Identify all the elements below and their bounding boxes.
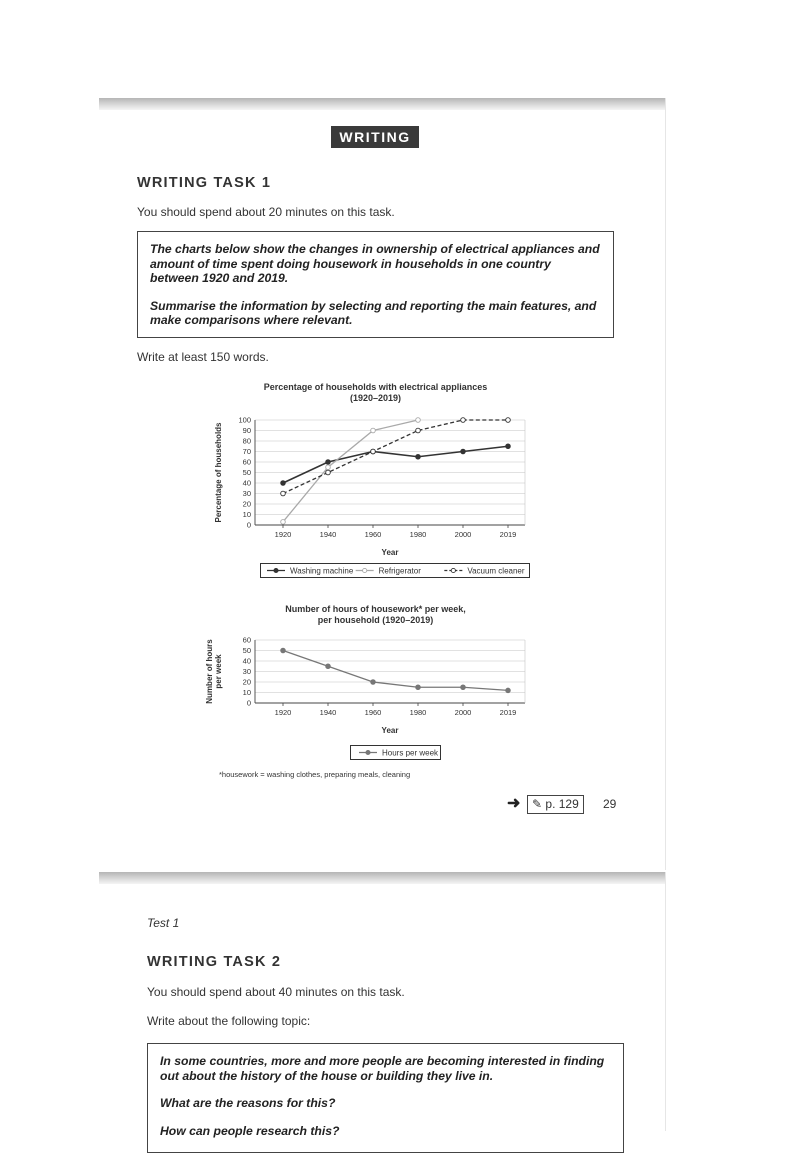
chart1-plot (209, 408, 549, 558)
chart1-series-vacuum-cleaner-point (506, 418, 511, 423)
chart1-series-refrigerator-point (326, 465, 331, 470)
chart2-y-tick-label: 60 (242, 635, 251, 645)
chart1-y-tick-label: 10 (242, 510, 251, 520)
chart2-y-axis-title-line2: per week (214, 654, 223, 689)
chart1-y-tick-label: 100 (238, 415, 251, 425)
chart2-title (229, 604, 522, 626)
chart1-y-tick-label: 70 (242, 447, 251, 457)
chart1-series-vacuum-cleaner-point (281, 491, 286, 496)
task2-time-instruction: You should spend about 40 minutes on this task. (147, 985, 405, 999)
chart1-y-tick-label: 40 (242, 478, 251, 488)
chart2-x-axis-title: Year (381, 726, 399, 735)
chart1-x-tick-label: 1920 (274, 530, 292, 539)
chart2-legend (350, 745, 441, 760)
chart1-series-washing-machine-point (416, 454, 421, 459)
chart1-x-tick-label: 2019 (499, 530, 517, 539)
chart2-x-tick-label: 1960 (364, 708, 382, 717)
page-reference-label: p. 129 (545, 797, 579, 811)
chart2-y-tick-label: 50 (242, 646, 251, 656)
task1-word-count: Write at least 150 words. (137, 350, 269, 364)
chart1-series-refrigerator-line (283, 420, 418, 522)
page-one (99, 98, 666, 870)
chart2-x-tick-label: 1920 (274, 708, 292, 717)
task1-time-instruction: You should spend about 20 minutes on this task. (137, 205, 395, 219)
chart1-series-vacuum-cleaner-point (461, 418, 466, 423)
task2-prompt-box (147, 1043, 624, 1153)
chart2-legend-hours-per-week-swatch-marker (366, 750, 370, 754)
chart1-y-axis-title: Percentage of households (214, 422, 223, 523)
chart1-y-tick-label: 0 (246, 520, 251, 530)
task2-prompt-para2: What are the reasons for this? (160, 1096, 336, 1110)
task2-topic-intro: Write about the following topic: (147, 1014, 311, 1028)
task2-prompt-para1: In some countries, more and more people are becoming interested in finding out about the history of the house or building they live in. (160, 1054, 605, 1083)
chart1-x-tick-label: 1960 (364, 530, 382, 539)
chart2-legend-hours-per-week-label: Hours per week (382, 748, 439, 758)
chart2-title-line2: per household (1920–2019) (317, 615, 434, 625)
chart2-x-tick-label: 1980 (409, 708, 427, 717)
chart2-series-hours-per-week-point (461, 685, 466, 690)
chart2-y-tick-label: 20 (242, 677, 251, 687)
chart1-series-refrigerator-point (416, 418, 421, 423)
chart2-plot (205, 634, 549, 742)
chart1-legend-washing-machine-label: Washing machine (290, 566, 354, 576)
chart1-legend (260, 563, 530, 578)
chart1-series-washing-machine-point (506, 444, 511, 449)
chart1-series-refrigerator-point (281, 520, 286, 525)
page-number: 29 (603, 797, 617, 811)
chart2-series-hours-per-week-point (281, 648, 286, 653)
chart2-series-hours-per-week-point (326, 664, 331, 669)
page-reference-link[interactable] (527, 795, 584, 814)
page-top-shadow (99, 872, 665, 884)
test-label: Test 1 (147, 916, 180, 930)
chart1-y-tick-label: 50 (242, 468, 251, 478)
chart2-x-tick-label: 2000 (454, 708, 472, 717)
chart1-legend-vacuum-cleaner-label: Vacuum cleaner (467, 566, 525, 576)
chart2-x-tick-label: 2019 (499, 708, 517, 717)
chart1-y-tick-label: 20 (242, 499, 251, 509)
page-two (99, 872, 666, 1138)
arrow-right-icon: ➜ (507, 795, 521, 812)
chart2-y-tick-label: 0 (246, 698, 251, 708)
chart2-series-hours-per-week-line (283, 651, 508, 691)
chart2-title-line1: Number of hours of housework* per week, (285, 604, 466, 614)
chart2-y-tick-label: 30 (242, 667, 251, 677)
chart1-series-vacuum-cleaner-point (416, 428, 421, 433)
chart1-x-tick-label: 2000 (454, 530, 472, 539)
chart2-x-tick-label: 1940 (319, 708, 337, 717)
task1-prompt-box (137, 231, 614, 338)
chart1-y-tick-label: 90 (242, 426, 251, 436)
chart1-x-axis-title: Year (381, 548, 399, 557)
chart1-x-tick-label: 1980 (409, 530, 427, 539)
chart1-legend-washing-machine-swatch-marker (274, 568, 278, 572)
chart1-x-tick-label: 1940 (319, 530, 337, 539)
chart2-footnote: *housework = washing clothes, preparing meals, cleaning (219, 770, 411, 779)
section-badge: WRITING (331, 126, 419, 148)
chart1-y-tick-label: 80 (242, 436, 251, 446)
chart2-series-hours-per-week-point (371, 680, 376, 685)
chart2-series-hours-per-week-point (506, 688, 511, 693)
chart1-series-washing-machine-point (281, 481, 286, 486)
chart2-y-tick-label: 10 (242, 688, 251, 698)
task2-prompt-para3: How can people research this? (160, 1123, 340, 1138)
chart1-series-vacuum-cleaner-line (283, 420, 508, 494)
chart1-legend-vacuum-cleaner-swatch-marker (451, 568, 455, 572)
chart1-legend-refrigerator-label: Refrigerator (378, 566, 421, 576)
chart1-title (229, 382, 522, 404)
page-top-shadow (99, 98, 665, 110)
pencil-icon: ✎ (532, 797, 543, 811)
task2-heading: WRITING TASK 2 (147, 954, 282, 970)
chart1-series-washing-machine-point (461, 449, 466, 454)
chart1-legend-refrigerator-swatch-marker (363, 568, 367, 572)
chart1-series-vacuum-cleaner-point (371, 449, 376, 454)
task1-prompt-para1: The charts below show the changes in ownership of electrical appliances and amount of time spent doing housework in households in one country between 1920 and 2019. (150, 242, 600, 285)
task1-heading: WRITING TASK 1 (137, 175, 272, 191)
task1-prompt-para2: Summarise the information by selecting and reporting the main features, and make comparisons where relevant. (150, 298, 597, 327)
chart1-series-vacuum-cleaner-point (326, 470, 331, 475)
chart1-title-line2: (1920–2019) (349, 393, 402, 403)
chart2-y-tick-label: 40 (242, 656, 251, 666)
chart2-series-hours-per-week-point (416, 685, 421, 690)
chart2-y-axis-title-line1: Number of hours (205, 639, 214, 704)
chart1-title-line1: Percentage of households with electrical appliances (263, 382, 488, 392)
chart1-series-washing-machine-point (326, 460, 331, 465)
chart1-y-tick-label: 30 (242, 489, 251, 499)
chart1-y-tick-label: 60 (242, 457, 251, 467)
chart1-series-refrigerator-point (371, 428, 376, 433)
